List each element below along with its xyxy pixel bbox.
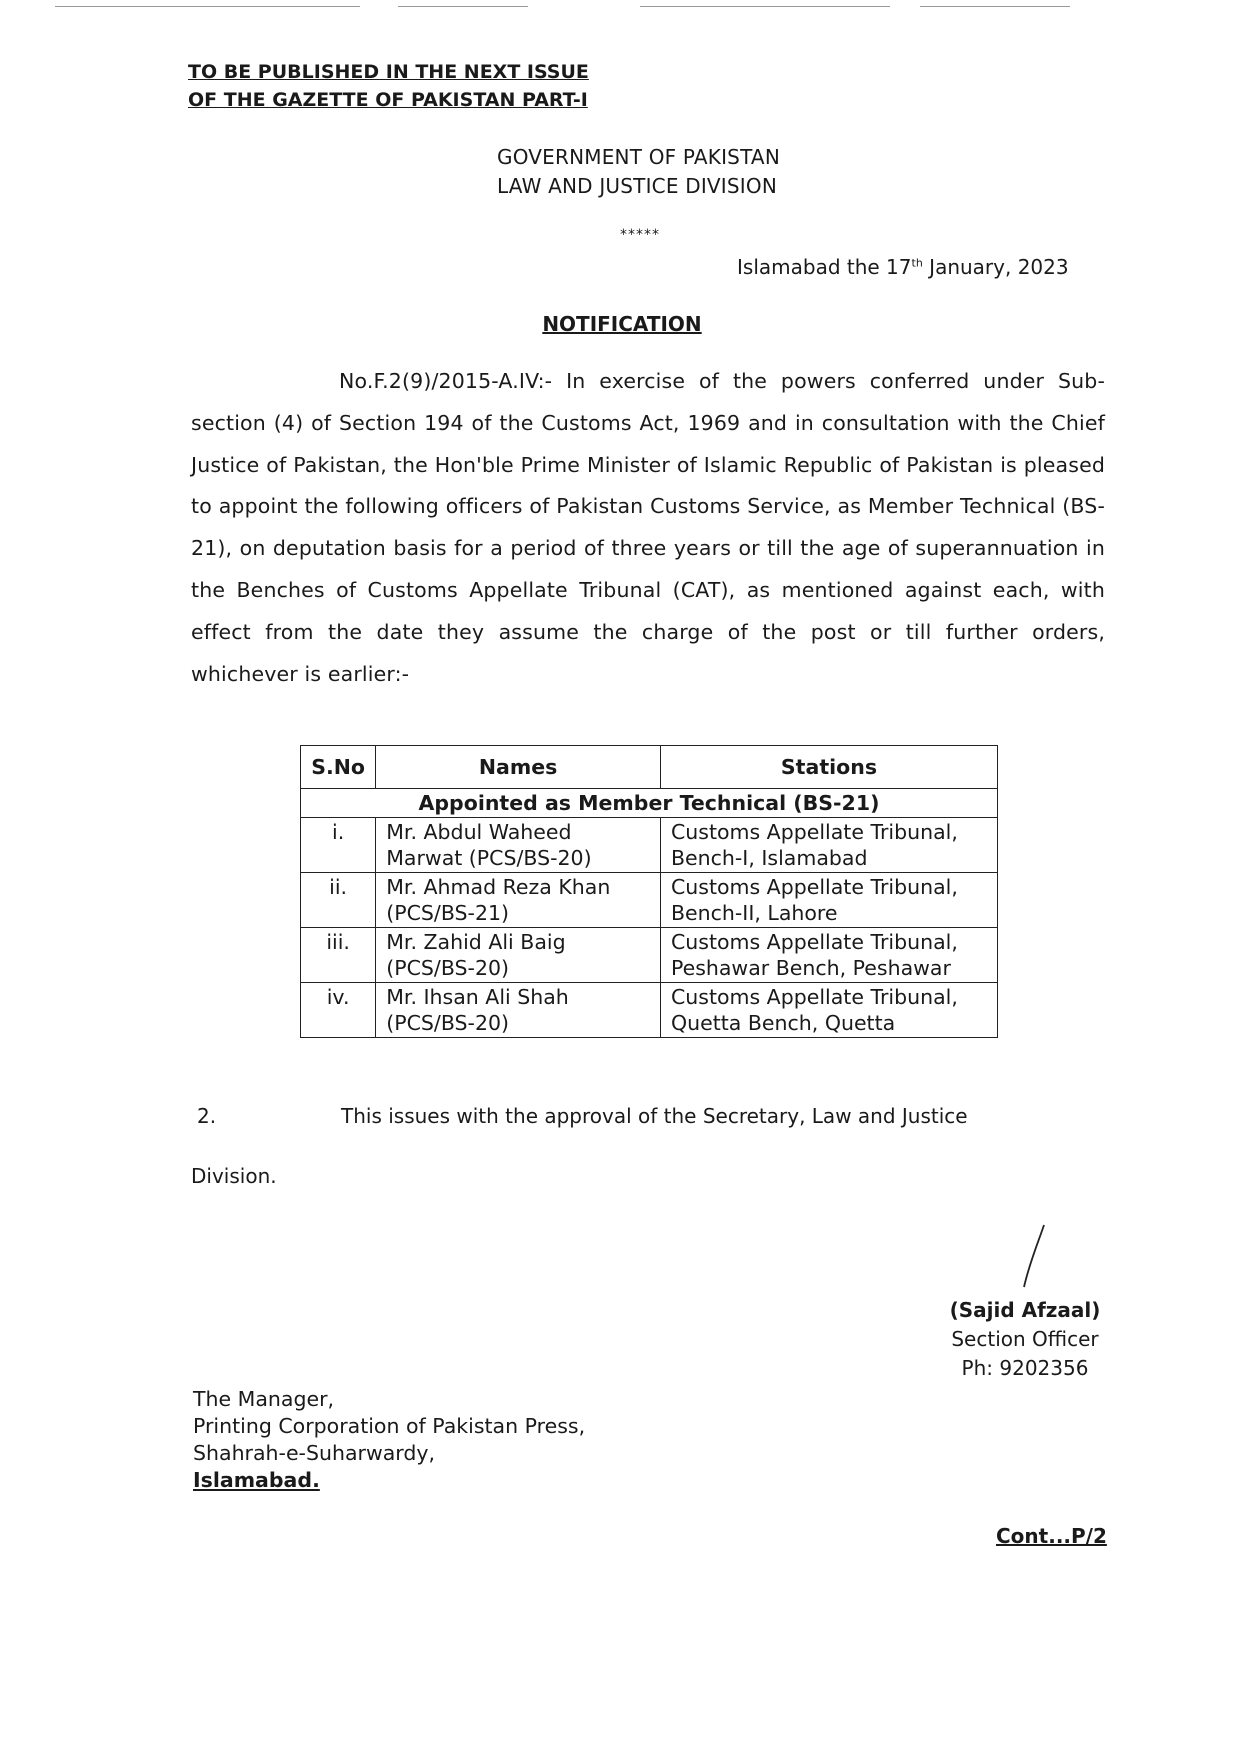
row-sno: ii. [301, 873, 376, 928]
paragraph-2-number: 2. [197, 1104, 217, 1128]
table-group-row [301, 789, 998, 818]
gazette-line-1: TO BE PUBLISHED IN THE NEXT ISSUE [188, 61, 589, 83]
scan-artifact-line [640, 6, 890, 7]
signatory-designation: Section Officer [951, 1327, 1099, 1351]
name-line-2: Marwat (PCS/BS-20) [386, 846, 592, 870]
issuing-authority [497, 143, 780, 201]
header-sno: S.No [301, 746, 376, 789]
name-line-2: (PCS/BS-20) [386, 956, 510, 980]
issue-date [737, 255, 1069, 279]
addressee-city: Islamabad. [193, 1468, 320, 1492]
name-line-1: Mr. Zahid Ali Baig [386, 930, 566, 954]
row-name [376, 818, 661, 873]
name-line-1: Mr. Ahmad Reza Khan [386, 875, 611, 899]
row-name [376, 983, 661, 1038]
signatory-block [940, 1296, 1110, 1383]
name-line-1: Mr. Abdul Waheed [386, 820, 572, 844]
division-name: LAW AND JUSTICE DIVISION [497, 174, 778, 198]
scan-artifact-line [55, 6, 360, 7]
scan-artifact-line [920, 6, 1070, 7]
table-row [301, 983, 998, 1038]
row-name [376, 928, 661, 983]
government-name: GOVERNMENT OF PAKISTAN [497, 145, 780, 169]
group-label: Appointed as Member Technical (BS-21) [301, 789, 998, 818]
signatory-phone: Ph: 9202356 [961, 1356, 1089, 1380]
station-line-2: Bench-I, Islamabad [670, 846, 868, 870]
table-row [301, 873, 998, 928]
table-header-row [301, 746, 998, 789]
name-line-2: (PCS/BS-21) [386, 901, 510, 925]
addressee-block [193, 1386, 585, 1494]
row-sno: iii. [301, 928, 376, 983]
addressee-line-3: Shahrah-e-Suharwardy, [193, 1441, 435, 1465]
row-sno: i. [301, 818, 376, 873]
table-row [301, 928, 998, 983]
paragraph-2-text: This issues with the approval of the Secretary, Law and Justice [341, 1104, 968, 1128]
scan-artifact-line [398, 6, 528, 7]
name-line-1: Mr. Ihsan Ali Shah [386, 985, 569, 1009]
gazette-publication-note [188, 58, 589, 114]
row-sno: iv. [301, 983, 376, 1038]
station-line-1: Customs Appellate Tribunal, [670, 820, 958, 844]
row-station [660, 818, 997, 873]
station-line-2: Peshawar Bench, Peshawar [670, 956, 951, 980]
row-name [376, 873, 661, 928]
separator-stars: ***** [620, 227, 660, 243]
header-names: Names [376, 746, 661, 789]
paragraph-2-continuation: Division. [191, 1164, 277, 1188]
name-line-2: (PCS/BS-20) [386, 1011, 510, 1035]
notification-paragraph: No.F.2(9)/2015-A.IV:- In exercise of the powers conferred under Sub-section (4) of Section 194 of the Customs Act, 1969 and in consultation with the Chief Justice of Pakistan, the Hon'ble Prime Minister of Islamic Republic of Pakistan is pleased to appoint the following officers of Pakistan Customs Service, as Member Technical (BS-21), on deputation basis for a period of three years or till the age of superannuation in the Benches of Customs Appellate Tribunal (CAT), as mentioned against each, with effect from the date they assume the charge of the post or till further orders, whichever is earlier:- [191, 369, 1105, 686]
station-line-1: Customs Appellate Tribunal, [670, 875, 958, 899]
gazette-line-2: OF THE GAZETTE OF PAKISTAN PART-I [188, 89, 588, 111]
station-line-2: Quetta Bench, Quetta [670, 1011, 896, 1035]
addressee-line-1: The Manager, [193, 1387, 335, 1411]
signature-mark [1010, 1223, 1050, 1291]
date-prefix: Islamabad the 17 [737, 255, 912, 279]
date-ordinal: th [911, 256, 923, 270]
page-continuation: Cont...P/2 [996, 1524, 1107, 1548]
header-stations: Stations [660, 746, 997, 789]
signatory-name: (Sajid Afzaal) [949, 1298, 1101, 1322]
addressee-line-2: Printing Corporation of Pakistan Press, [193, 1414, 586, 1438]
row-station [660, 928, 997, 983]
document-title: NOTIFICATION [542, 312, 702, 336]
row-station [660, 873, 997, 928]
station-line-2: Bench-II, Lahore [670, 901, 838, 925]
station-line-1: Customs Appellate Tribunal, [670, 985, 958, 1009]
station-line-1: Customs Appellate Tribunal, [670, 930, 958, 954]
officers-table [300, 745, 998, 1038]
row-station [660, 983, 997, 1038]
table-row [301, 818, 998, 873]
date-suffix: January, 2023 [922, 255, 1069, 279]
